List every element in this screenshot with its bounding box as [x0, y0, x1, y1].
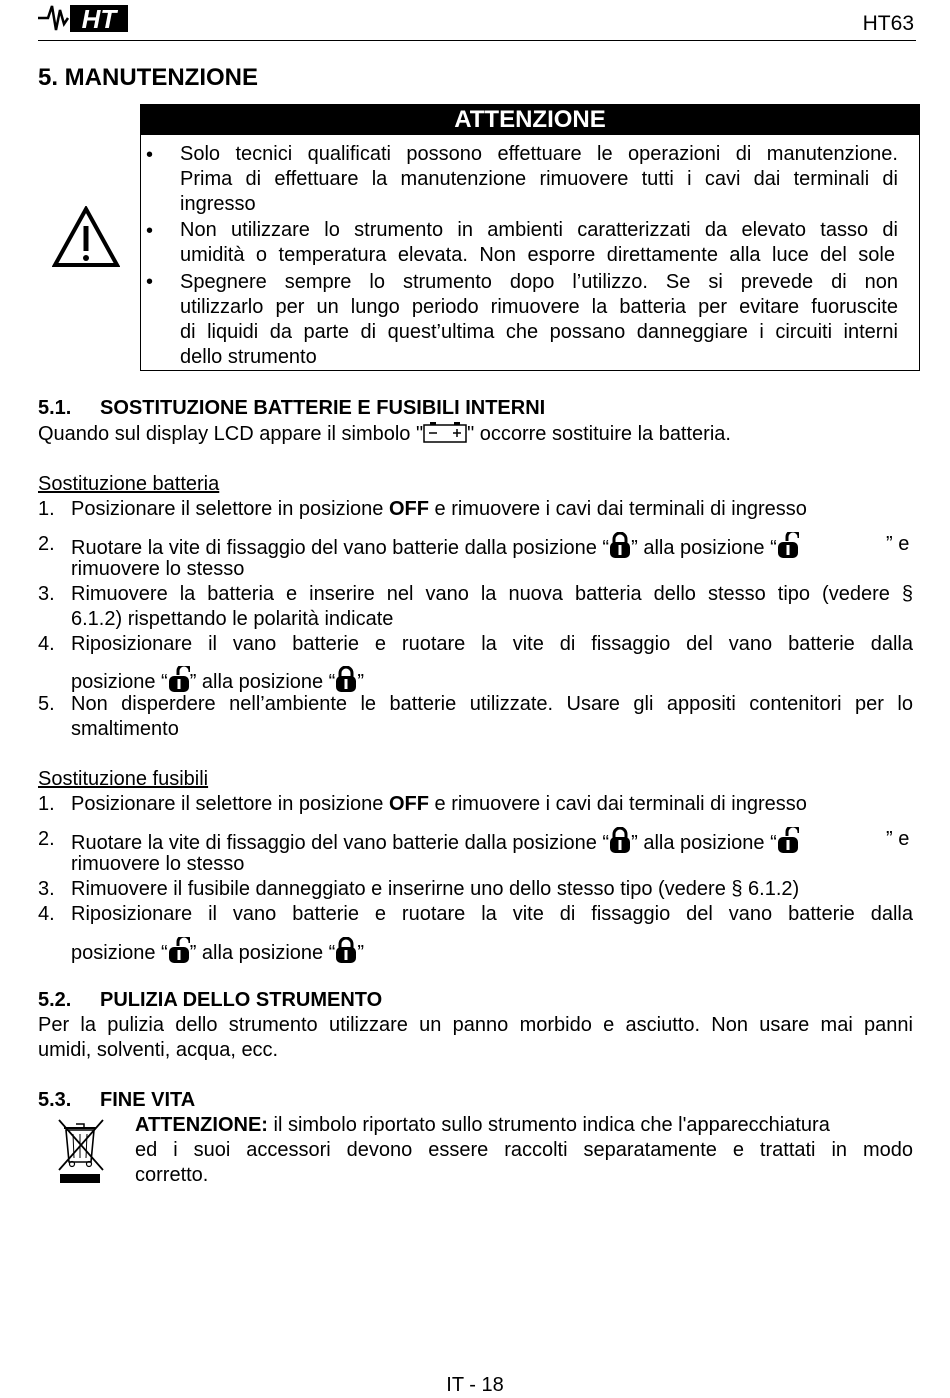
warning-line: Spegnere sempre lo strumento dopo l’utilizzo. Se si prevede di non: [180, 271, 898, 293]
warning-triangle-icon: [52, 206, 120, 268]
padlock-open-icon: [168, 937, 190, 963]
warning-line: Non utilizzare lo strumento in ambienti caratterizzati da elevato tasso di: [180, 219, 898, 241]
page-number: IT - 18: [446, 1374, 504, 1396]
section-number: 5.3.: [38, 1089, 72, 1111]
bullet: •: [146, 144, 154, 166]
step-text: 6.1.2) rispettando le polarità indicate: [71, 608, 394, 630]
step-number: 1.: [38, 793, 55, 815]
step-number: 5.: [38, 693, 55, 715]
warning-line: di liquidi da parte di quest’ultima che possano danneggiare i circuiti interni: [180, 321, 898, 343]
step-text: rimuovere lo stesso: [71, 853, 245, 875]
step-text: Riposizionare il vano batterie e ruotare la vite di fissaggio del vano batterie dalla: [71, 903, 913, 925]
padlock-open-icon: [168, 666, 190, 692]
section-heading: SOSTITUZIONE BATTERIE E FUSIBILI INTERNI: [100, 397, 546, 419]
fuse-replacement-heading: Sostituzione fusibili: [38, 768, 209, 790]
step-number: 4.: [38, 903, 55, 925]
paragraph-line: Per la pulizia dello strumento utilizzare un panno morbido e asciutto. Non usare mai panni: [38, 1014, 913, 1036]
paragraph-line: umidi, solventi, acqua, ecc.: [38, 1039, 279, 1061]
intro-text: " occorre sostituire la batteria.: [467, 423, 731, 445]
warning-heading: ATTENZIONE: [141, 105, 919, 135]
step-text: posizione “ ” alla posizione “ ”: [71, 937, 364, 966]
step-text: Non disperdere nell’ambiente le batterie utilizzate. Usare gli appositi contenitori per lo: [71, 693, 913, 715]
ht-logo: [38, 2, 130, 34]
step-text: Posizionare il selettore in posizione OFF e rimuovere i cavi dai terminali di ingresso: [71, 793, 807, 815]
paragraph-line: corretto.: [135, 1164, 209, 1186]
warning-line: ingresso: [180, 193, 256, 215]
battery-low-icon: [423, 421, 467, 443]
section-number: 5.2.: [38, 989, 72, 1011]
section-number: 5.1.: [38, 397, 72, 419]
step-text: posizione “ ” alla posizione “ ”: [71, 666, 364, 695]
warning-line: Solo tecnici qualificati possono effettuare le operazioni di manutenzione.: [180, 143, 898, 165]
step-number: 1.: [38, 498, 55, 520]
paragraph-line: ATTENZIONE: il simbolo riportato sullo strumento indica che l'apparecchiatura: [135, 1114, 830, 1136]
padlock-open-icon: [777, 532, 799, 558]
step-text: ” e: [886, 533, 910, 555]
logo-text: HT: [81, 4, 117, 34]
step-text: smaltimento: [71, 718, 179, 740]
warning-line: umidità o temperatura elevata. Non esporre direttamente alla luce del sole: [180, 244, 895, 266]
section-heading: PULIZIA DELLO STRUMENTO: [100, 989, 383, 1011]
padlock-closed-icon: [335, 937, 357, 963]
model-label: HT63: [862, 12, 914, 35]
battery-replacement-heading: Sostituzione batteria: [38, 473, 220, 495]
step-number: 2.: [38, 533, 55, 555]
header-rule: [38, 40, 916, 41]
warning-line: Prima di effettuare la manutenzione rimuovere tutti i cavi dai terminali di: [180, 168, 898, 190]
section-title: 5. MANUTENZIONE: [38, 64, 259, 91]
padlock-closed-icon: [609, 827, 631, 853]
step-text: Rimuovere il fusibile danneggiato e inserirne uno dello stesso tipo (vedere § 6.1.2): [71, 878, 800, 900]
padlock-open-icon: [777, 827, 799, 853]
padlock-closed-icon: [335, 666, 357, 692]
bullet: •: [146, 220, 154, 242]
step-number: 2.: [38, 828, 55, 850]
paragraph-line: ed i suoi accessori devono essere raccolti separatamente e trattati in modo: [135, 1139, 913, 1161]
step-text: Ruotare la vite di fissaggio del vano batterie dalla posizione “ ” alla posizione “: [71, 827, 799, 856]
step-text: Riposizionare il vano batterie e ruotare la vite di fissaggio del vano batterie dalla: [71, 633, 913, 655]
step-text: ” e: [886, 828, 910, 850]
step-text: rimuovere lo stesso: [71, 558, 245, 580]
crossed-bin-weee-icon: [56, 1116, 106, 1186]
padlock-closed-icon: [609, 532, 631, 558]
battery-intro: [38, 421, 731, 447]
step-text: Ruotare la vite di fissaggio del vano batterie dalla posizione “ ” alla posizione “: [71, 532, 799, 561]
intro-text: Quando sul display LCD appare il simbolo ": [38, 423, 424, 445]
step-number: 4.: [38, 633, 55, 655]
bullet: •: [146, 271, 154, 293]
warning-line: dello strumento: [180, 346, 317, 368]
step-text: Posizionare il selettore in posizione OFF e rimuovere i cavi dai terminali di ingresso: [71, 498, 807, 520]
step-text: Rimuovere la batteria e inserire nel vano la nuova batteria dello stesso tipo (vedere §: [71, 583, 913, 605]
step-number: 3.: [38, 583, 55, 605]
warning-line: utilizzarlo per un lungo periodo rimuovere la batteria per evitare fuoruscite: [180, 296, 898, 318]
step-number: 3.: [38, 878, 55, 900]
section-heading: FINE VITA: [100, 1089, 196, 1111]
